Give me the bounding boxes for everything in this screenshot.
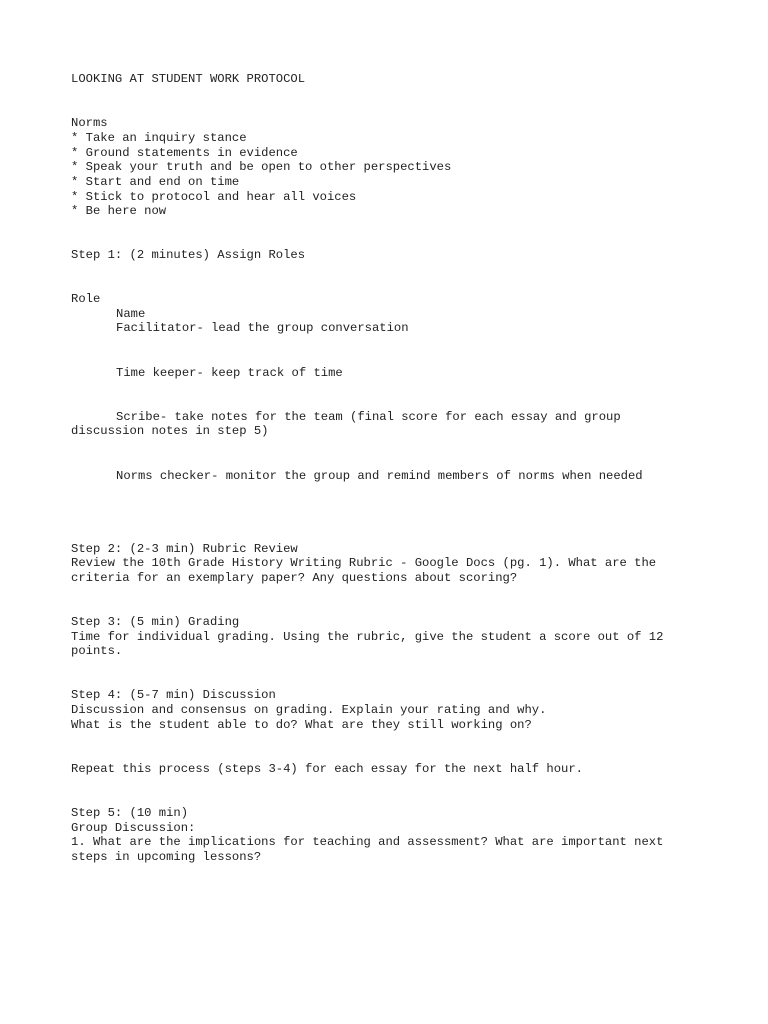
norm-item: * Take an inquiry stance: [71, 131, 247, 145]
norm-item: * Stick to protocol and hear all voices: [71, 190, 357, 204]
role-norms-checker: Norms checker- monitor the group and remind members of norms when needed: [116, 469, 643, 483]
step3-text: Time for individual grading. Using the rubric, give the student a score out of 12: [71, 630, 664, 644]
repeat-instruction: Repeat this process (steps 3-4) for each essay for the next half hour.: [71, 762, 583, 776]
document-title: LOOKING AT STUDENT WORK PROTOCOL: [71, 72, 306, 86]
norms-heading: Norms: [71, 116, 108, 130]
role-scribe: Scribe- take notes for the team (final score for each essay and group: [116, 410, 621, 424]
role-scribe-continued: discussion notes in step 5): [71, 424, 269, 438]
name-label: Name: [116, 307, 146, 321]
norm-item: * Ground statements in evidence: [71, 146, 298, 160]
step5-subheading: Group Discussion:: [71, 821, 196, 835]
step4-heading: Step 4: (5-7 min) Discussion: [71, 688, 276, 702]
step4-text: What is the student able to do? What are they still working on?: [71, 718, 532, 732]
step3-text: points.: [71, 644, 123, 658]
role-label: Role: [71, 292, 101, 306]
step5-text: 1. What are the implications for teaching and assessment? What are important next: [71, 835, 664, 849]
step1-heading: Step 1: (2 minutes) Assign Roles: [71, 248, 306, 262]
step3-heading: Step 3: (5 min) Grading: [71, 615, 240, 629]
step5-text: steps in upcoming lessons?: [71, 850, 262, 864]
norm-item: * Start and end on time: [71, 175, 240, 189]
role-timekeeper: Time keeper- keep track of time: [116, 366, 343, 380]
step5-heading: Step 5: (10 min): [71, 806, 189, 820]
step2-heading: Step 2: (2-3 min) Rubric Review: [71, 542, 298, 556]
step4-text: Discussion and consensus on grading. Explain your rating and why.: [71, 703, 547, 717]
step2-text: Review the 10th Grade History Writing Rubric - Google Docs (pg. 1). What are the: [71, 556, 657, 570]
step2-text: criteria for an exemplary paper? Any questions about scoring?: [71, 571, 518, 585]
role-facilitator: Facilitator- lead the group conversation: [116, 321, 409, 335]
norm-item: * Be here now: [71, 204, 167, 218]
norm-item: * Speak your truth and be open to other perspectives: [71, 160, 452, 174]
